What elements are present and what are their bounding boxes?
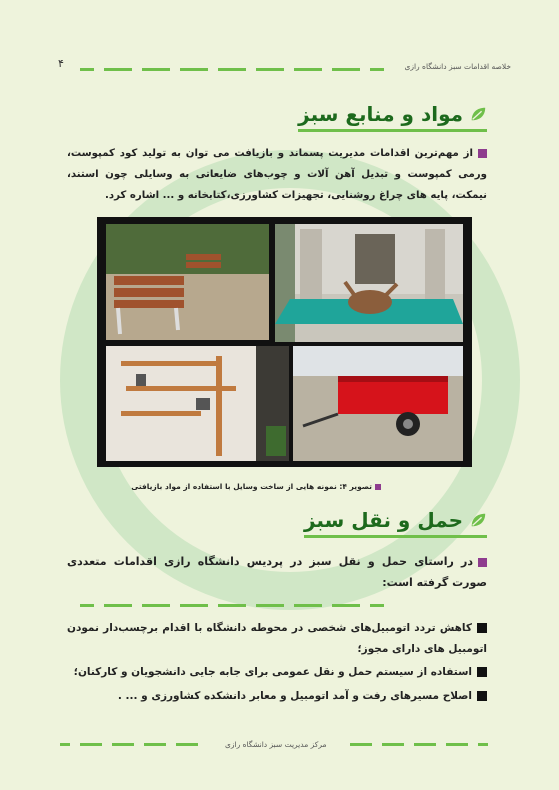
transport-item-text: کاهش تردد اتومبیل‌های شخصی در محوطه دانشگاه با اقدام برچسب‌دار نمودن اتومبیل های دارای مجوز؛ (67, 622, 487, 655)
section-divider (80, 604, 384, 607)
caption-bullet-icon (375, 484, 381, 490)
intro-text: در راستای حمل و نقل سبز در پردیس دانشگاه رازی اقدامات متعددی صورت گرفته است: (67, 555, 487, 589)
running-title: خلاصه اقدامات سبز دانشگاه رازی (404, 62, 511, 71)
transport-item (67, 662, 487, 683)
bench-photo (106, 224, 269, 340)
black-square-bullet-icon (477, 623, 487, 633)
purple-square-bullet-icon (478, 558, 487, 567)
shelves-photo (106, 346, 289, 461)
sculpture-illustration (275, 224, 463, 342)
purple-square-bullet-icon (478, 149, 487, 158)
transport-item-text: اصلاح مسیرهای رفت و آمد اتومبیل و معابر دانشکده کشاورزی و ... . (117, 690, 472, 702)
footer-text: مرکز مدیریت سبز دانشگاه رازی (225, 740, 327, 749)
title-underline (304, 535, 487, 538)
header-divider (80, 68, 384, 71)
black-square-bullet-icon (477, 691, 487, 701)
photo-collage (97, 217, 472, 467)
trailer-photo (293, 346, 463, 461)
section2-intro (67, 551, 487, 593)
section1-paragraph (67, 143, 487, 206)
transport-item-text: استفاده از سیستم حمل و نقل عمومی برای جابه جایی دانشجویان و کارکنان؛ (73, 666, 472, 678)
leaf-icon (469, 511, 487, 529)
title-underline (298, 129, 487, 132)
section-title-text: حمل و نقل سبز (303, 508, 463, 532)
trailer-illustration (293, 346, 463, 461)
page-number: ۴ (58, 57, 64, 70)
transport-item (67, 618, 487, 660)
figure-caption (131, 482, 381, 491)
caption-text: تصویر ۴: نمونه هایی از ساخت وسایل با استفاده از مواد بازیافتی (131, 482, 372, 491)
shelves-illustration (106, 346, 289, 461)
black-square-bullet-icon (477, 667, 487, 677)
sculpture-photo (275, 224, 463, 342)
section-title-text: مواد و منابع سبز (298, 102, 463, 126)
leaf-icon (469, 105, 487, 123)
footer-divider-right (350, 743, 488, 746)
transport-item (67, 686, 487, 707)
paragraph-text: از مهم‌ترین اقدامات مدیریت پسماند و بازیافت می توان به تولید کود کمپوست، ورمی کمپوست و تبدیل آهن آلات و چوب‌های ضایعاتی به وسایلی چون استند، نیمکت، پایه های چراغ روشنایی، تجهیزات کشاورزی،کتابخانه و ... اشاره کرد. (67, 148, 487, 201)
footer-divider-left (60, 743, 198, 746)
section-title-green-transport (304, 508, 487, 532)
section-title-green-materials (298, 102, 487, 126)
bench-illustration (106, 224, 269, 340)
